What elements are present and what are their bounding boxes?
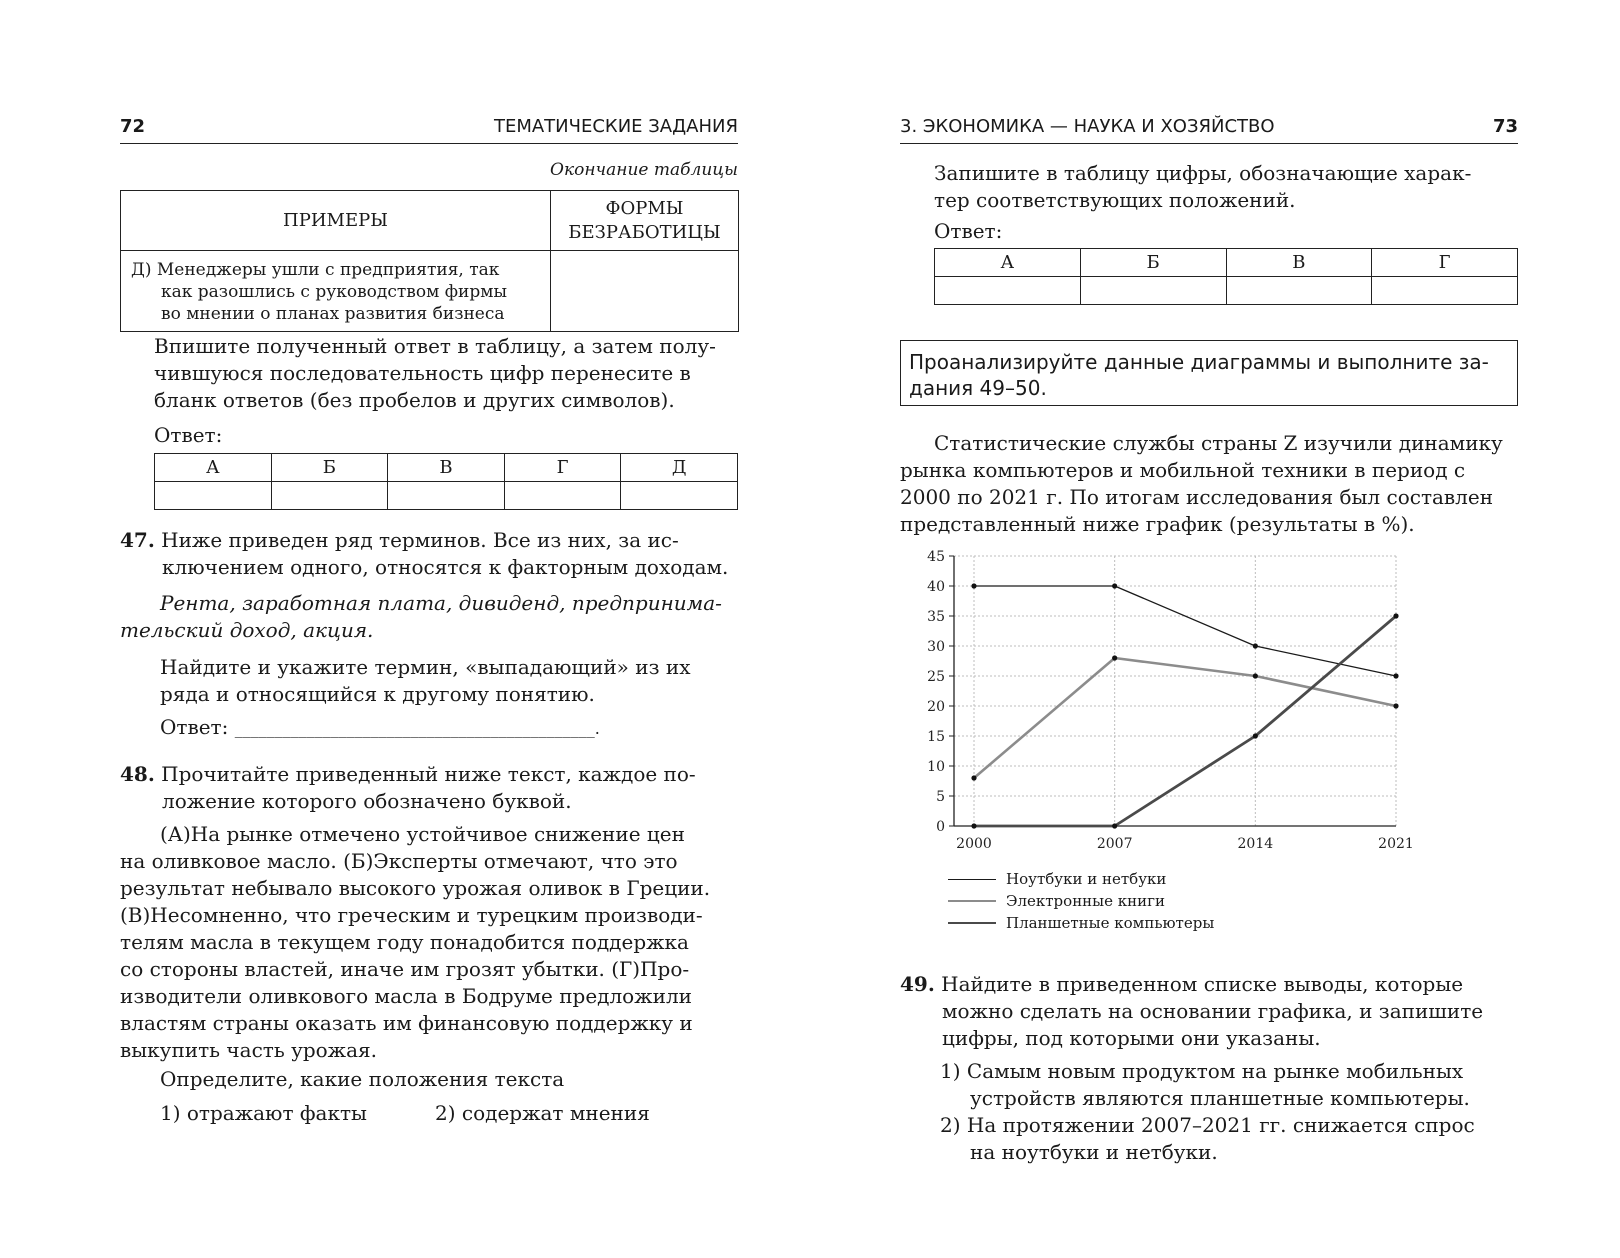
instruction-line3: бланк ответов (без пробелов и других символов).: [154, 388, 675, 412]
running-head-right: [900, 114, 1518, 144]
y-tick-label: 30: [927, 639, 945, 655]
row-d-line2: как разошлись с руководством фирмы: [161, 282, 508, 302]
intro-line: 2000 по 2021 г. По итогам исследования был составлен: [900, 485, 1494, 509]
y-tick-label: 10: [927, 759, 945, 775]
data-point: [1393, 703, 1398, 708]
chart-legend: [948, 868, 1214, 934]
data-point: [1253, 643, 1258, 648]
header-forms-line1: ФОРМЫ: [605, 197, 684, 219]
q47-terms: [120, 590, 738, 644]
boxed-line2: дания 49–50.: [909, 376, 1047, 400]
running-title-left: ТЕМАТИЧЕСКИЕ ЗАДАНИЯ: [493, 116, 738, 137]
y-tick-label: 45: [927, 549, 945, 565]
example-row-d: [121, 251, 551, 332]
header-forms: [551, 191, 739, 251]
legend-item: [948, 890, 1214, 912]
x-tick-label: 2021: [1378, 836, 1414, 852]
q47-answer-blank[interactable]: _____________________________________________.: [234, 719, 600, 738]
q48-number: 48.: [120, 762, 155, 786]
answer-col-d: Д: [621, 454, 738, 482]
intro-line: рынка компьютеров и мобильной техники в период с: [900, 458, 1466, 482]
legend-swatch: [948, 900, 996, 902]
q47-line1: Ниже приведен ряд терминов. Все из них, за ис-: [161, 528, 679, 552]
q47-task: [160, 654, 738, 708]
q48-option1: 1) отражают факты: [160, 1101, 367, 1125]
q48-text-line: результат небывало высокого урожая оливок в Греции.: [120, 876, 711, 900]
legend-item: [948, 868, 1214, 890]
q48-text-line: (В)Несомненно, что греческим и турецким производи-: [120, 903, 703, 927]
q47-task-line1: Найдите и укажите термин, «выпадающий» из их: [160, 655, 691, 679]
answer-col-a: А: [935, 249, 1081, 277]
q48-text-line: (А)На рынке отмечено устойчивое снижение цен: [160, 822, 685, 846]
data-point: [971, 583, 976, 588]
q47-number: 47.: [120, 528, 155, 552]
instruction-paragraph: [154, 333, 738, 414]
q49-item2: [940, 1112, 1518, 1166]
x-tick-label: 2014: [1237, 836, 1274, 852]
q48-line2: ложение которого обозначено буквой.: [162, 789, 572, 813]
series-line: [974, 586, 1396, 676]
answer-cell-a[interactable]: [935, 277, 1081, 305]
answer-table-left: [154, 453, 738, 510]
q48-text-line: властям страны оказать им финансовую поддержку и: [120, 1011, 693, 1035]
q48-option2: 2) содержат мнения: [435, 1101, 650, 1125]
right-instruction-line1: Запишите в таблицу цифры, обозначающие харак-: [934, 161, 1472, 185]
answer-col-g: Г: [1372, 249, 1518, 277]
data-point: [1112, 583, 1117, 588]
row-d-line3: во мнении о планах развития бизнеса: [161, 304, 505, 324]
legend-label: Планшетные компьютеры: [1006, 914, 1215, 932]
running-title-right: 3. ЭКОНОМИКА — НАУКА И ХОЗЯЙСТВО: [900, 116, 1275, 137]
y-tick-label: 5: [936, 789, 945, 805]
data-point: [1393, 613, 1398, 618]
page-number-left: 72: [120, 116, 146, 137]
x-tick-label: 2000: [956, 836, 992, 852]
right-instruction: [934, 160, 1518, 214]
answer-cell-b[interactable]: [1080, 277, 1226, 305]
answer-cell-d[interactable]: [621, 482, 738, 510]
q48-line1: Прочитайте приведенный ниже текст, каждое по-: [161, 762, 696, 786]
q48-text-line: изводители оливкового масла в Бодруме предложили: [120, 984, 692, 1008]
header-examples: ПРИМЕРЫ: [121, 191, 551, 251]
data-point: [1253, 733, 1258, 738]
answer-col-b: Б: [271, 454, 388, 482]
data-point: [1112, 655, 1117, 660]
q49-item1: [940, 1058, 1518, 1112]
instruction-line1: Впишите полученный ответ в таблицу, а затем полу-: [154, 334, 716, 358]
legend-swatch: [948, 879, 996, 880]
data-point: [1393, 673, 1398, 678]
q48-determine: Определите, какие положения текста: [160, 1067, 565, 1091]
answer-cell-a[interactable]: [155, 482, 272, 510]
instruction-line2: чившуюся последовательность цифр перенесите в: [154, 361, 691, 385]
q49-line3: цифры, под которыми они указаны.: [942, 1026, 1321, 1050]
legend-label: Электронные книги: [1006, 892, 1165, 910]
answer-cell-v[interactable]: [388, 482, 505, 510]
examples-table: [120, 190, 739, 332]
answer-table-right: [934, 248, 1518, 305]
answer-cell-g[interactable]: [504, 482, 621, 510]
answer-cell-b[interactable]: [271, 482, 388, 510]
q49-item1-line1: 1) Самым новым продуктом на рынке мобильных: [940, 1059, 1464, 1083]
intro-line: Статистические службы страны Z изучили динамику: [934, 431, 1503, 455]
q48-text: [120, 821, 738, 1064]
q49-item1-line2: устройств являются планшетные компьютеры.: [970, 1086, 1470, 1110]
answer-cell-v[interactable]: [1226, 277, 1372, 305]
intro-line: представленный ниже график (результаты в %).: [900, 512, 1415, 536]
question-48: [120, 761, 738, 815]
row-d-answer-cell[interactable]: [551, 251, 739, 332]
answer-label-right: Ответ:: [934, 219, 1003, 243]
y-tick-label: 25: [927, 669, 945, 685]
q48-text-line: на оливковое масло. (Б)Эксперты отмечают, что это: [120, 849, 678, 873]
y-tick-label: 35: [927, 609, 945, 625]
q49-number: 49.: [900, 972, 935, 996]
row-d-line1: Д) Менеджеры ушли с предприятия, так: [131, 260, 500, 280]
q47-answer: [160, 714, 738, 742]
y-tick-label: 0: [936, 819, 945, 835]
boxed-line1: Проанализируйте данные диаграммы и выполните за-: [909, 350, 1489, 374]
question-49: [900, 971, 1518, 1052]
legend-label: Ноутбуки и нетбуки: [1006, 870, 1167, 888]
data-point: [1253, 673, 1258, 678]
data-point: [1112, 823, 1117, 828]
data-point: [971, 775, 976, 780]
answer-col-a: А: [155, 454, 272, 482]
legend-item: [948, 912, 1214, 934]
q48-text-line: телям масла в текущем году понадобится поддержка: [120, 930, 689, 954]
q47-answer-label: Ответ:: [160, 715, 229, 739]
y-tick-label: 15: [927, 729, 945, 745]
answer-cell-g[interactable]: [1372, 277, 1518, 305]
question-47: [120, 527, 738, 581]
x-tick-label: 2007: [1096, 836, 1133, 852]
series-line: [974, 658, 1396, 778]
page-number-right: 73: [1492, 116, 1518, 137]
q49-line1: Найдите в приведенном списке выводы, которые: [941, 972, 1464, 996]
header-forms-line2: БЕЗРАБОТИЦЫ: [568, 221, 721, 243]
table-continuation-label: Окончание таблицы: [550, 160, 738, 180]
q47-terms-line1: Рента, заработная плата, дивиденд, предпринима-: [160, 591, 722, 615]
answer-col-v: В: [1226, 249, 1372, 277]
task-instruction-box: [900, 340, 1518, 406]
data-point: [971, 823, 976, 828]
legend-swatch: [948, 922, 996, 924]
series-line: [974, 616, 1396, 826]
y-tick-label: 40: [927, 579, 945, 595]
answer-label-left: Ответ:: [154, 423, 223, 447]
q49-line2: можно сделать на основании графика, и запишите: [942, 999, 1484, 1023]
answer-col-v: В: [388, 454, 505, 482]
chart-intro: [900, 430, 1518, 538]
q49-item2-line2: на ноутбуки и нетбуки.: [970, 1140, 1218, 1164]
q48-text-line: выкупить часть урожая.: [120, 1038, 377, 1062]
q48-text-line: со стороны властей, иначе им грозят убытки. (Г)Про-: [120, 957, 690, 981]
q47-task-line2: ряда и относящийся к другому понятию.: [160, 682, 595, 706]
answer-col-b: Б: [1080, 249, 1226, 277]
q47-line2: ключением одного, относятся к факторным доходам.: [162, 555, 729, 579]
right-instruction-line2: тер соответствующих положений.: [934, 188, 1296, 212]
answer-col-g: Г: [504, 454, 621, 482]
running-head-left: [120, 114, 738, 144]
q47-terms-line2: тельский доход, акция.: [120, 618, 374, 642]
y-tick-label: 20: [927, 699, 945, 715]
line-chart: [900, 546, 1420, 858]
left-page: [120, 0, 738, 1258]
q49-item2-line1: 2) На протяжении 2007–2021 гг. снижается спрос: [940, 1113, 1475, 1137]
right-page: [900, 0, 1518, 1258]
